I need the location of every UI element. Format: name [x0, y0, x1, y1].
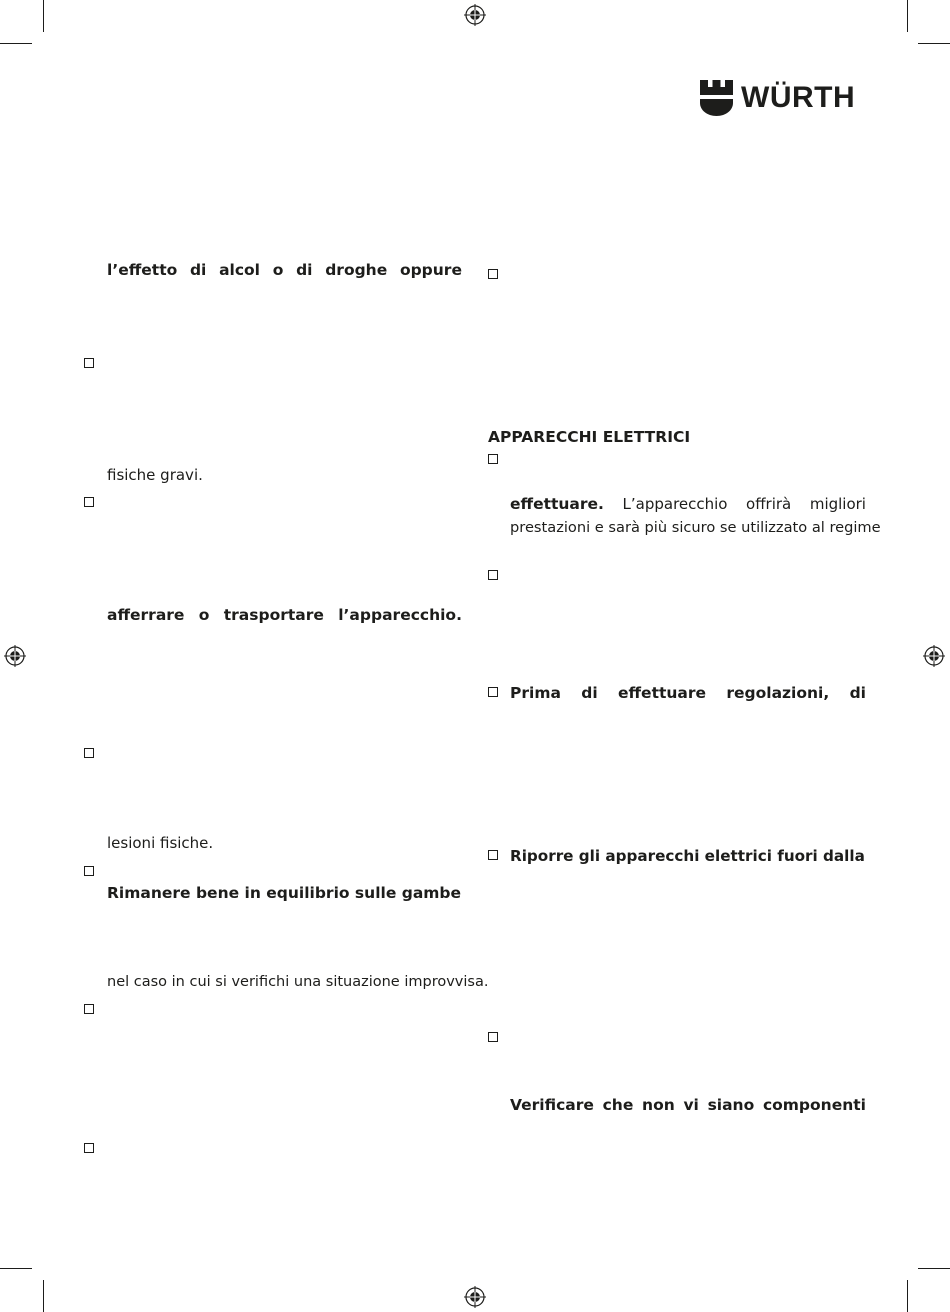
checkbox-icon	[84, 866, 94, 876]
word: o	[198, 606, 210, 624]
word: Prima	[510, 684, 561, 702]
text-line: lesioni fisiche.	[107, 834, 214, 852]
word: l’effetto	[107, 261, 178, 279]
word: alcol	[219, 261, 261, 279]
checkbox-icon	[488, 269, 498, 279]
text-line: prestazioni e sarà più sicuro se utilizzato al regime	[510, 519, 881, 536]
checkbox-icon	[488, 570, 498, 580]
text-line	[107, 604, 462, 627]
wurth-emblem-icon	[700, 80, 733, 116]
word: di	[189, 261, 207, 279]
crop-mark	[918, 1268, 950, 1269]
text-line: nel caso in cui si verifichi una situazione improvvisa.	[107, 974, 489, 990]
word: di	[849, 684, 866, 702]
registration-mark-icon	[923, 645, 945, 667]
section-heading: APPARECCHI ELETTRICI	[488, 428, 691, 446]
word: afferrare	[107, 606, 185, 624]
checkbox-icon	[84, 497, 94, 507]
crop-mark	[0, 1268, 32, 1269]
crop-mark	[0, 43, 32, 44]
word: regolazioni,	[726, 684, 830, 702]
text-line	[510, 682, 866, 705]
word: vi	[683, 1096, 699, 1114]
word: che	[602, 1096, 634, 1114]
word: offrirà	[746, 495, 792, 513]
word: siano	[707, 1096, 755, 1114]
word: di	[581, 684, 598, 702]
crop-mark	[907, 1280, 908, 1312]
text-line: fisiche gravi.	[107, 466, 203, 484]
word: oppure	[399, 261, 462, 279]
word: droghe	[325, 261, 388, 279]
registration-mark-icon	[464, 4, 486, 26]
word: componenti	[762, 1096, 866, 1114]
crop-mark	[43, 0, 44, 32]
crop-mark	[43, 1280, 44, 1312]
text-line: Rimanere bene in equilibrio sulle gambe	[107, 884, 462, 902]
word: non	[642, 1096, 675, 1114]
checkbox-icon	[488, 454, 498, 464]
checkbox-icon	[84, 358, 94, 368]
brand-name: WÜRTH	[741, 81, 856, 114]
text-line	[107, 259, 462, 282]
word: L’apparecchio	[622, 495, 728, 513]
wurth-logo	[700, 80, 855, 116]
registration-mark-icon	[464, 1286, 486, 1308]
word: trasportare	[223, 606, 324, 624]
word: di	[296, 261, 313, 279]
checkbox-icon	[488, 1032, 498, 1042]
checkbox-icon	[84, 1143, 94, 1153]
word: effettuare	[617, 684, 707, 702]
crop-mark	[907, 0, 908, 32]
checkbox-icon	[84, 1004, 94, 1014]
text-line: Riporre gli apparecchi elettrici fuori dalla	[510, 847, 865, 865]
registration-mark-icon	[4, 645, 26, 667]
word: o	[272, 261, 284, 279]
crop-mark	[918, 43, 950, 44]
text-line	[510, 1094, 866, 1117]
word: effettuare.	[510, 495, 604, 513]
word: Verificare	[510, 1096, 594, 1114]
checkbox-icon	[84, 748, 94, 758]
text-line	[510, 493, 866, 516]
word: l’apparecchio.	[338, 606, 462, 624]
word: migliori	[809, 495, 866, 513]
checkbox-icon	[488, 850, 498, 860]
checkbox-icon	[488, 687, 498, 697]
